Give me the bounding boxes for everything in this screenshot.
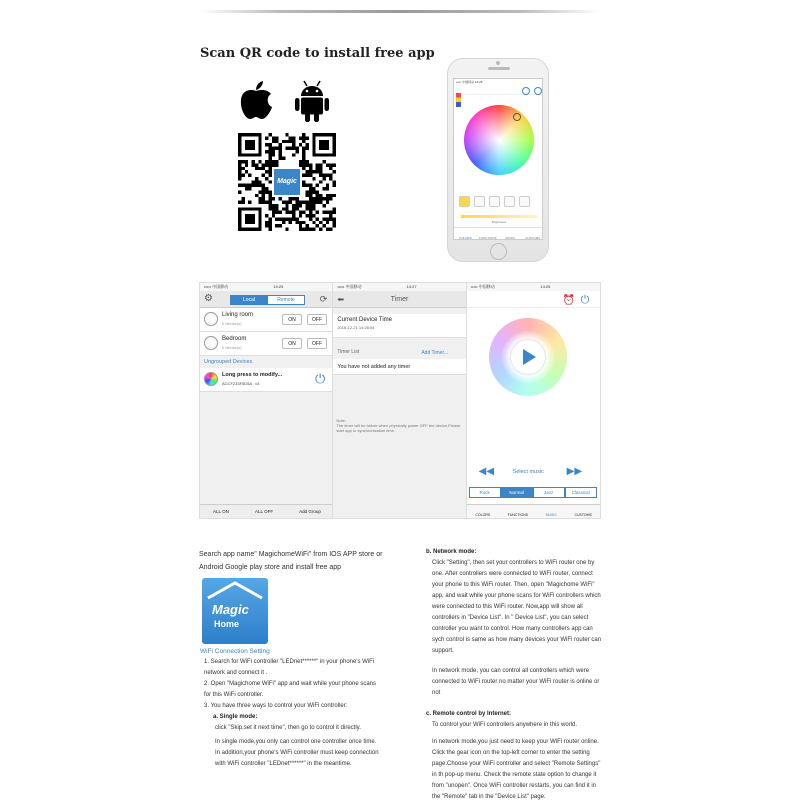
single-mode-line: click "Skip,set it next time", then go to control it directly. — [215, 725, 361, 731]
home-button[interactable] — [490, 243, 507, 260]
off-button[interactable]: OFF — [307, 314, 327, 325]
back-arrow-icon[interactable]: ⬅ — [337, 295, 345, 304]
phone-tab-bar — [454, 227, 543, 240]
android-logo-icon — [293, 79, 331, 123]
color-swatch[interactable] — [474, 196, 485, 207]
status-carrier: ••••• 中国移动 — [456, 80, 475, 84]
timer-screen — [333, 283, 466, 518]
wheel-picker[interactable] — [513, 113, 521, 121]
group-row[interactable] — [200, 308, 332, 332]
phone-mockup — [447, 58, 549, 262]
timer-title: Timer — [390, 296, 409, 303]
wifi-setting-heading: WiFi Connection Setting — [200, 648, 270, 655]
genre-jazz[interactable]: Jazz — [533, 487, 565, 498]
all-on-button[interactable]: ALL ON — [213, 509, 229, 514]
color-swatch[interactable] — [459, 196, 470, 207]
refresh-icon[interactable]: ⟳ — [319, 294, 328, 304]
device-name: Long press to modify... — [222, 372, 283, 378]
on-button[interactable]: ON — [282, 338, 302, 349]
status-time: 14:27 — [406, 284, 417, 289]
genre-normal[interactable]: Normal — [501, 487, 533, 498]
setup-steps — [204, 657, 380, 770]
status-carrier: ••••• 中国移动 — [204, 284, 229, 289]
app-screenshots — [199, 282, 601, 519]
power-icon[interactable]: ⏻ — [580, 294, 590, 306]
device-icon — [204, 372, 218, 386]
play-icon — [511, 340, 545, 374]
group-name: Living room — [222, 312, 254, 318]
single-mode-detail: In single mode,you only can control one controller once time. In addition,your phone's WiFi controller must keep connection with WiFi controller "LEDnet******" in the meantime. — [215, 739, 379, 767]
play-button[interactable] — [511, 340, 545, 374]
status-time: 14:25 — [273, 284, 284, 289]
tab-functions[interactable]: FUNCTIONS — [507, 513, 529, 517]
color-swatch[interactable] — [504, 196, 515, 207]
current-time-label: Current Device Time — [337, 317, 393, 323]
brightness-slider[interactable] — [461, 215, 537, 218]
ungrouped-heading: Ungrouped Devices — [204, 359, 253, 365]
timer-icon[interactable] — [522, 87, 530, 95]
group-row[interactable] — [200, 332, 332, 356]
color-swatch[interactable] — [489, 196, 500, 207]
color-mode-strip[interactable] — [456, 93, 461, 107]
previous-icon[interactable]: ◀◀ — [478, 466, 495, 477]
music-tab-bar — [467, 504, 600, 518]
network-mode-section — [426, 547, 604, 800]
music-screen — [467, 283, 600, 518]
color-wheel[interactable] — [464, 105, 534, 175]
group-count: 0 device(s) — [222, 321, 242, 326]
tab-customs[interactable]: CUSTOMS — [525, 236, 541, 240]
timer-note: Note: The timer will be failure when physically power OFF the device,Please start app to synchronization time. — [336, 418, 461, 433]
gear-icon[interactable]: ⚙ — [204, 293, 213, 304]
color-swatch[interactable] — [519, 196, 530, 207]
tab-customs[interactable]: CUSTOMS — [574, 513, 592, 517]
magic-home-logo — [202, 578, 268, 644]
status-carrier: ••••• 中国移动 — [470, 284, 495, 289]
network-mode-text: Click "Setting", then set your controllers to WiFi router one by one. After controllers were connected to WiFi router, connect your phone to this WiFi router. Then, open "Magichome WiFi" app, and wait while your phone scans for WiFi controllers which were connected to this WiFi router. Now,app will show all controllers in "Device List". In " Device List", you can select controller you want to control. How many controllers app can sych control is same as how many devices your WiFi router can support. — [432, 560, 602, 654]
status-time: 14:25 — [540, 284, 551, 289]
logo-text-home: Home — [214, 619, 240, 629]
step-2: 2. Open "Magichome WiFi" app and wait while your phone scans for this WiFi controller. — [204, 681, 377, 698]
power-icon[interactable] — [534, 87, 542, 95]
group-name: Bedroom — [222, 336, 247, 342]
apple-logo-icon — [238, 80, 274, 120]
search-instruction: Search app name" MagichomeWiFi" from IOS APP store or Android Google play store and install free app — [199, 551, 383, 571]
tab-remote[interactable]: Remote — [267, 295, 305, 305]
devices-footer — [200, 504, 333, 518]
tab-local[interactable]: Local — [230, 295, 268, 305]
group-count: 0 device(s) — [222, 345, 242, 350]
network-mode-text-2: In network mode, you can control all controllers which were connected to WiFi router no matter your WiFi router is online or not — [432, 668, 600, 696]
timer-list-label: Timer List — [337, 349, 360, 355]
status-carrier: ••••• 中国移动 — [337, 284, 362, 289]
magic-home-qr-logo: Magic — [272, 167, 302, 197]
remote-control-heading: c. Remote control by Internet: — [426, 711, 512, 717]
remote-control-line: To control your WiFi controllers anywhere in this world. — [432, 722, 578, 728]
status-time: 14:25 — [474, 80, 483, 84]
device-row[interactable] — [200, 368, 332, 392]
timer-icon[interactable]: ⏰ — [562, 295, 576, 306]
page-title: Scan QR code to install free app — [200, 46, 435, 61]
step-3: 3. You have three ways to control your WiFi controller: — [204, 703, 348, 709]
remote-control-text: In network mode,you just need to keep your WiFi router online. Click the gear icon on the top-left corner to enter the setting page.Choose your WiFi controller and select "Remote Settings" in th pop-up menu. Check the remote state option to change it from "unopen". Once WiFi controller restarts, you can find it in the "Remote" tab in the "Device List" page. — [432, 739, 601, 800]
current-time-value: 2016-12-21 14:25:54 — [337, 325, 375, 330]
power-icon[interactable]: ⏻ — [315, 371, 326, 386]
tab-colors[interactable]: COLORS — [458, 236, 472, 240]
step-1: 1. Search for WiFi controller "LEDnet******" in your phone's WiFi network and connect it . — [204, 659, 375, 676]
off-button[interactable]: OFF — [307, 338, 327, 349]
device-id: ACCF233F5D5A , v3 — [222, 381, 260, 386]
add-group-button[interactable]: Add Group — [299, 509, 321, 514]
on-button[interactable]: ON — [282, 314, 302, 325]
current-time-block — [333, 314, 465, 338]
single-mode-heading: a. Single mode: — [213, 714, 258, 720]
bulb-icon — [204, 312, 218, 326]
phone-screen — [453, 78, 543, 240]
top-divider — [200, 10, 600, 13]
select-music-label[interactable]: Select music — [512, 469, 544, 475]
genre-rock[interactable]: Rock — [469, 487, 501, 498]
tab-music[interactable]: MUSIC — [545, 513, 557, 517]
tab-colors[interactable]: COLORS — [475, 513, 491, 517]
add-timer-link[interactable]: Add Timer... — [421, 350, 449, 356]
timer-list-header — [333, 346, 465, 359]
empty-timer-row: You have not added any timer — [333, 359, 465, 375]
next-icon[interactable]: ▶▶ — [566, 466, 583, 477]
network-mode-heading: b. Network mode: — [426, 549, 477, 555]
logo-text-magic: Magic — [212, 602, 249, 617]
brightness-label: Brightness — [491, 220, 507, 224]
devices-screen — [200, 283, 333, 518]
all-off-button[interactable]: ALL OFF — [254, 509, 274, 514]
tab-music[interactable]: MUSIC — [505, 236, 516, 240]
tab-functions[interactable]: FUNCTIONS — [479, 236, 497, 240]
genre-classical[interactable]: Classical — [565, 487, 597, 498]
bulb-icon — [204, 336, 218, 350]
